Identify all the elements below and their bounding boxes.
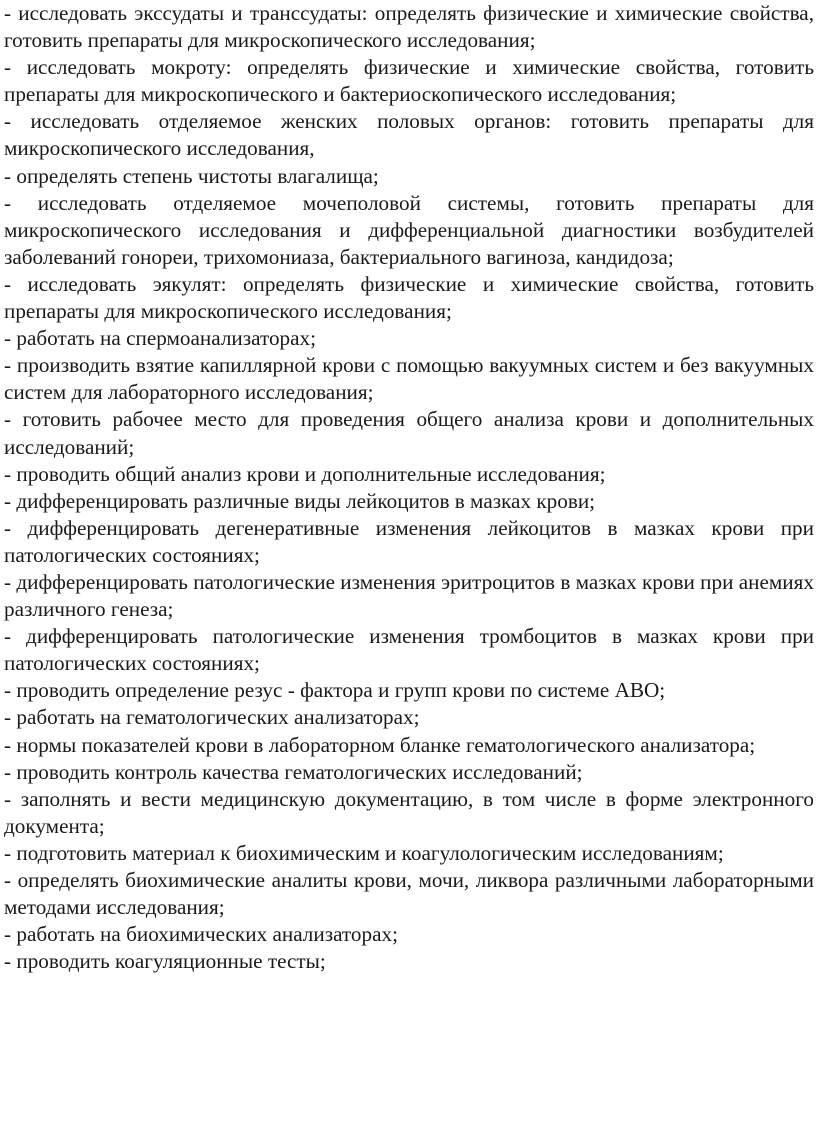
list-item: - исследовать экссудаты и транссудаты: определять физические и химические свойства, готовить препараты для микроскопического исследования; [4, 1, 814, 53]
list-item: - работать на спермоанализаторах; [4, 326, 317, 351]
skills-list [4, 0, 814, 975]
list-item: - работать на биохимических анализаторах; [4, 922, 398, 947]
list-item: - определять биохимические аналиты крови, мочи, ликвора различными лабораторными методами исследования; [4, 868, 814, 920]
list-item: - дифференцировать дегенеративные изменения лейкоцитов в мазках крови при патологических состояниях; [4, 515, 814, 567]
list-item: - проводить коагуляционные тесты; [4, 949, 326, 974]
list-item: - заполнять и вести медицинскую документацию, в том числе в форме электронного документа; [4, 786, 814, 838]
list-item: - проводить определение резус - фактора и групп крови по системе АВО; [4, 678, 666, 703]
list-item: - проводить общий анализ крови и дополнительные исследования; [4, 461, 606, 486]
list-item: - исследовать отделяемое женских половых органов: готовить препараты для микроскопического исследования, [4, 109, 814, 161]
list-item: - производить взятие капиллярной крови с помощью вакуумных систем и без вакуумных систем для лабораторного исследования; [4, 353, 814, 405]
list-item: - исследовать эякулят: определять физические и химические свойства, готовить препараты для микроскопического исследования; [4, 271, 814, 324]
list-item: - дифференцировать различные виды лейкоцитов в мазках крови; [4, 488, 596, 513]
list-item: - исследовать отделяемое мочеполовой системы, готовить препараты для микроскопического исследования и дифференциальной диагностики возбудителей заболеваний гонореи, трихомониаза, бактериального вагиноза, кандидоза; [4, 190, 814, 269]
list-item: - работать на гематологических анализаторах; [4, 705, 420, 730]
list-item: - дифференцировать патологические изменения эритроцитов в мазках крови при анемиях различного генеза; [4, 569, 814, 622]
list-item: - подготовить материал к биохимическим и коагулологическим исследованиям; [4, 840, 724, 865]
list-item: - проводить контроль качества гематологических исследований; [4, 759, 583, 784]
list-item: - определять степень чистоты влагалища; [4, 163, 379, 188]
list-item: - дифференцировать патологические изменения тромбоцитов в мазках крови при патологических состояниях; [4, 624, 814, 676]
list-item: - исследовать мокроту: определять физические и химические свойства, готовить препараты для микроскопического и бактериоскопического исследования; [4, 55, 814, 107]
list-item: - готовить рабочее место для проведения общего анализа крови и дополнительных исследований; [4, 407, 814, 459]
list-item: - нормы показателей крови в лабораторном бланке гематологического анализатора; [4, 732, 756, 757]
